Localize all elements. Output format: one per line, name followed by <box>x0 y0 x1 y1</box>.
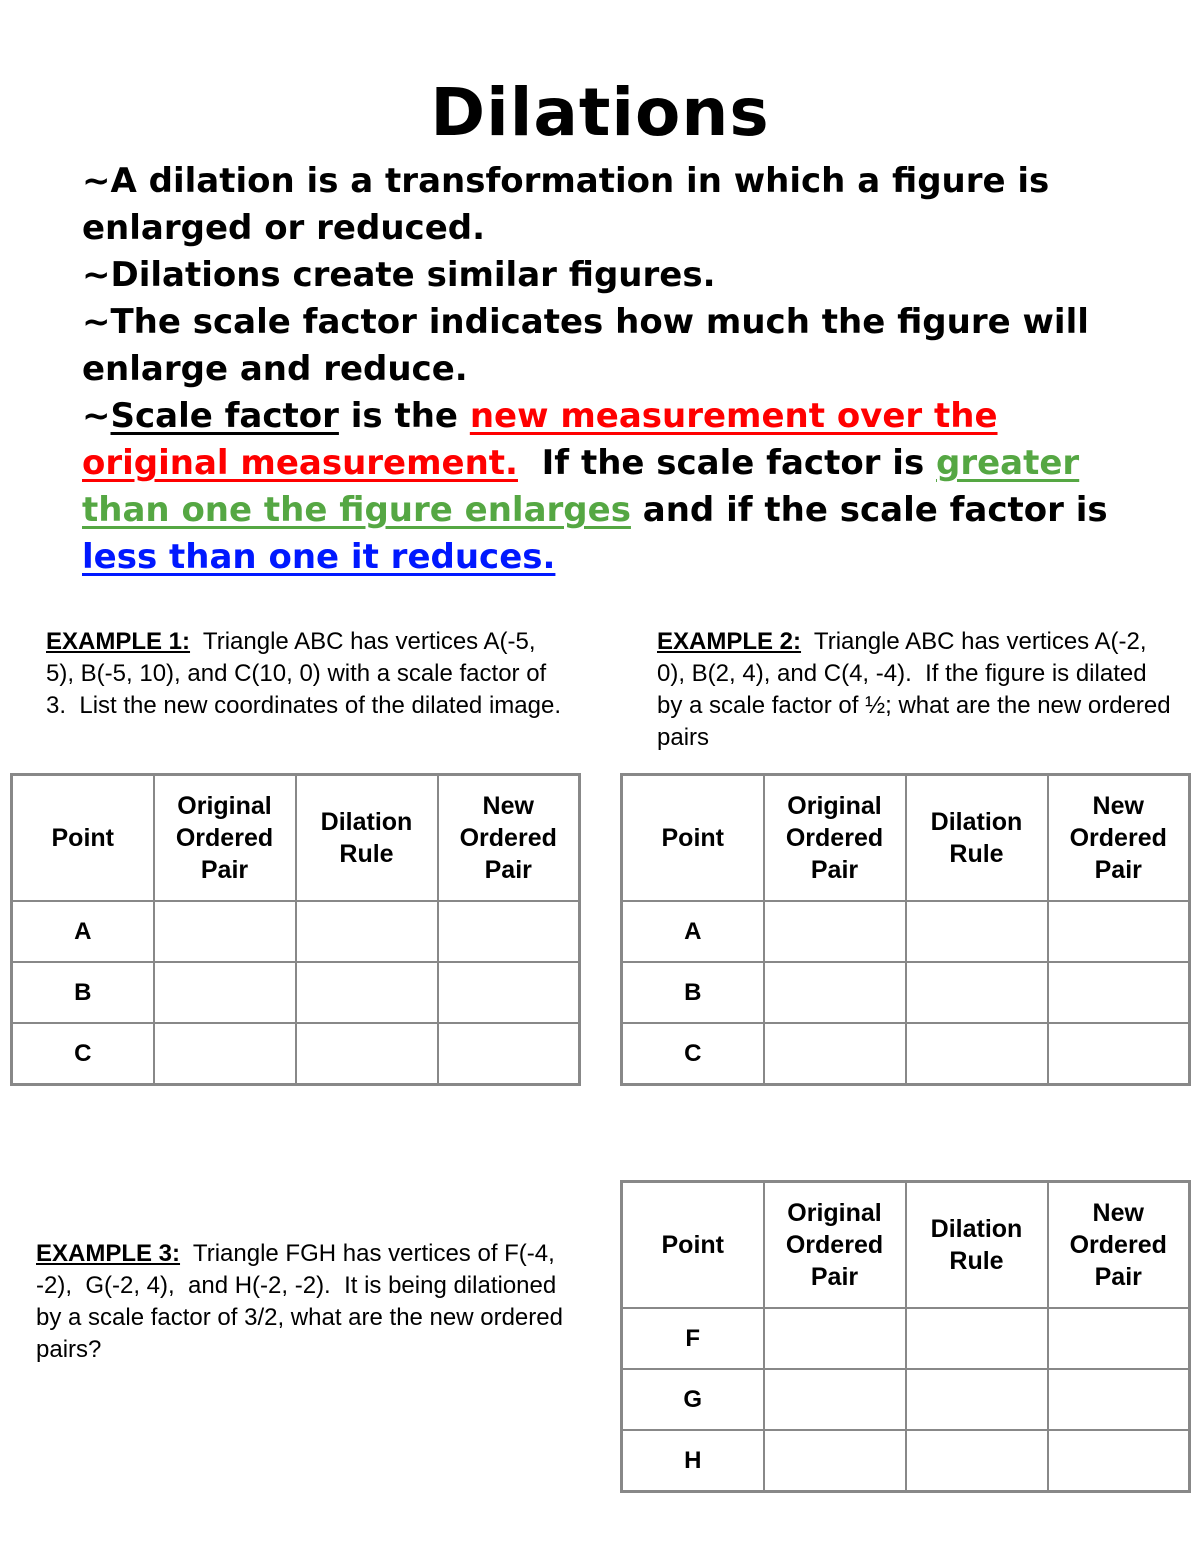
original-pair-cell[interactable] <box>154 901 296 962</box>
less-than-one-text: less than one it reduces. <box>82 537 556 577</box>
table-row <box>622 901 1190 962</box>
new-pair-cell[interactable] <box>1048 962 1190 1023</box>
table-row <box>622 1023 1190 1085</box>
point-label: C <box>12 1023 154 1085</box>
example-3-label: EXAMPLE 3: <box>36 1240 181 1267</box>
point-label: F <box>622 1308 764 1369</box>
new-pair-cell[interactable] <box>438 901 580 962</box>
dilation-rule-cell[interactable] <box>296 901 438 962</box>
scale-factor-term: Scale factor <box>110 396 339 436</box>
greater-than-one-text: greater than one the figure enlarges <box>82 443 1080 530</box>
dilation-rule-cell[interactable] <box>906 901 1048 962</box>
is-the-text: is the <box>338 396 470 436</box>
table-row <box>622 1430 1190 1492</box>
point-label: A <box>622 901 764 962</box>
table-row <box>622 1308 1190 1369</box>
example-2-prompt <box>657 626 1177 754</box>
table-row <box>622 1369 1190 1430</box>
intro-line-rule <box>82 393 1142 581</box>
intro-line-similar: ~Dilations create similar figures. <box>82 255 716 295</box>
original-pair-cell[interactable] <box>764 1308 906 1369</box>
and-if-text: and if the scale factor is <box>630 490 1108 530</box>
table-row <box>622 962 1190 1023</box>
tilde: ~ <box>82 396 111 436</box>
new-pair-cell[interactable] <box>1048 901 1190 962</box>
example-2-label: EXAMPLE 2: <box>657 628 802 655</box>
new-pair-cell[interactable] <box>438 1023 580 1085</box>
dilation-rule-cell[interactable] <box>906 962 1048 1023</box>
point-label: A <box>12 901 154 962</box>
dilation-rule-cell[interactable] <box>906 1023 1048 1085</box>
point-label: B <box>12 962 154 1023</box>
header-point: Point <box>622 775 764 902</box>
new-pair-cell[interactable] <box>1048 1023 1190 1085</box>
new-pair-cell[interactable] <box>1048 1369 1190 1430</box>
example-2-table <box>620 773 1191 1086</box>
example-1-label: EXAMPLE 1: <box>46 628 191 655</box>
point-label: G <box>622 1369 764 1430</box>
example-1-prompt <box>46 626 566 722</box>
header-point: Point <box>12 775 154 902</box>
header-original-pair: Original Ordered Pair <box>764 1182 906 1309</box>
table-header-row <box>622 1182 1190 1309</box>
intro-line-scale-factor: ~The scale factor indicates how much the figure will enlarge and reduce. <box>82 302 1089 389</box>
table-row <box>12 962 580 1023</box>
dilation-rule-cell[interactable] <box>906 1430 1048 1492</box>
header-dilation-rule: Dilation Rule <box>906 1182 1048 1309</box>
header-point: Point <box>622 1182 764 1309</box>
example-2-text: Triangle ABC has vertices A(-2, 0), B(2, 4), and C(4, -4). If the figure is dilated by a scale factor of ½; what are the new ordered pairs <box>657 628 1178 751</box>
example-3-prompt <box>36 1238 581 1366</box>
original-pair-cell[interactable] <box>154 1023 296 1085</box>
intro-line-definition: ~A dilation is a transformation in which a figure is enlarged or reduced. <box>82 161 1050 248</box>
original-pair-cell[interactable] <box>764 1369 906 1430</box>
dilation-rule-cell[interactable] <box>296 962 438 1023</box>
example-1-text: Triangle ABC has vertices A(-5, 5), B(-5, 10), and C(10, 0) with a scale factor of 3. List the new coordinates of the dilated image. <box>46 628 561 719</box>
header-new-pair: New Ordered Pair <box>1048 1182 1190 1309</box>
header-original-pair: Original Ordered Pair <box>154 775 296 902</box>
dilation-rule-cell[interactable] <box>906 1308 1048 1369</box>
dilation-rule-cell[interactable] <box>906 1369 1048 1430</box>
original-pair-cell[interactable] <box>764 962 906 1023</box>
header-original-pair: Original Ordered Pair <box>764 775 906 902</box>
original-pair-cell[interactable] <box>154 962 296 1023</box>
if-scale-factor-text: If the scale factor is <box>517 443 937 483</box>
example-3-text: Triangle FGH has vertices of F(-4, -2), G(-2, 4), and H(-2, -2). It is being dilationed by a scale factor of 3/2, what are the new ordered pairs? <box>36 1240 570 1363</box>
table-row <box>12 1023 580 1085</box>
header-dilation-rule: Dilation Rule <box>906 775 1048 902</box>
table-row <box>12 901 580 962</box>
point-label: B <box>622 962 764 1023</box>
header-new-pair: New Ordered Pair <box>438 775 580 902</box>
header-new-pair: New Ordered Pair <box>1048 775 1190 902</box>
point-label: H <box>622 1430 764 1492</box>
new-pair-cell[interactable] <box>1048 1430 1190 1492</box>
dilation-rule-cell[interactable] <box>296 1023 438 1085</box>
original-pair-cell[interactable] <box>764 901 906 962</box>
point-label: C <box>622 1023 764 1085</box>
example-1-table <box>10 773 581 1086</box>
original-pair-cell[interactable] <box>764 1023 906 1085</box>
new-over-original-text: new measurement over the original measurement. <box>82 396 998 483</box>
original-pair-cell[interactable] <box>764 1430 906 1492</box>
page-title: Dilations <box>430 74 770 151</box>
intro-notes <box>82 158 1142 581</box>
new-pair-cell[interactable] <box>438 962 580 1023</box>
table-header-row <box>622 775 1190 902</box>
header-dilation-rule: Dilation Rule <box>296 775 438 902</box>
example-3-table <box>620 1180 1191 1493</box>
new-pair-cell[interactable] <box>1048 1308 1190 1369</box>
table-header-row <box>12 775 580 902</box>
